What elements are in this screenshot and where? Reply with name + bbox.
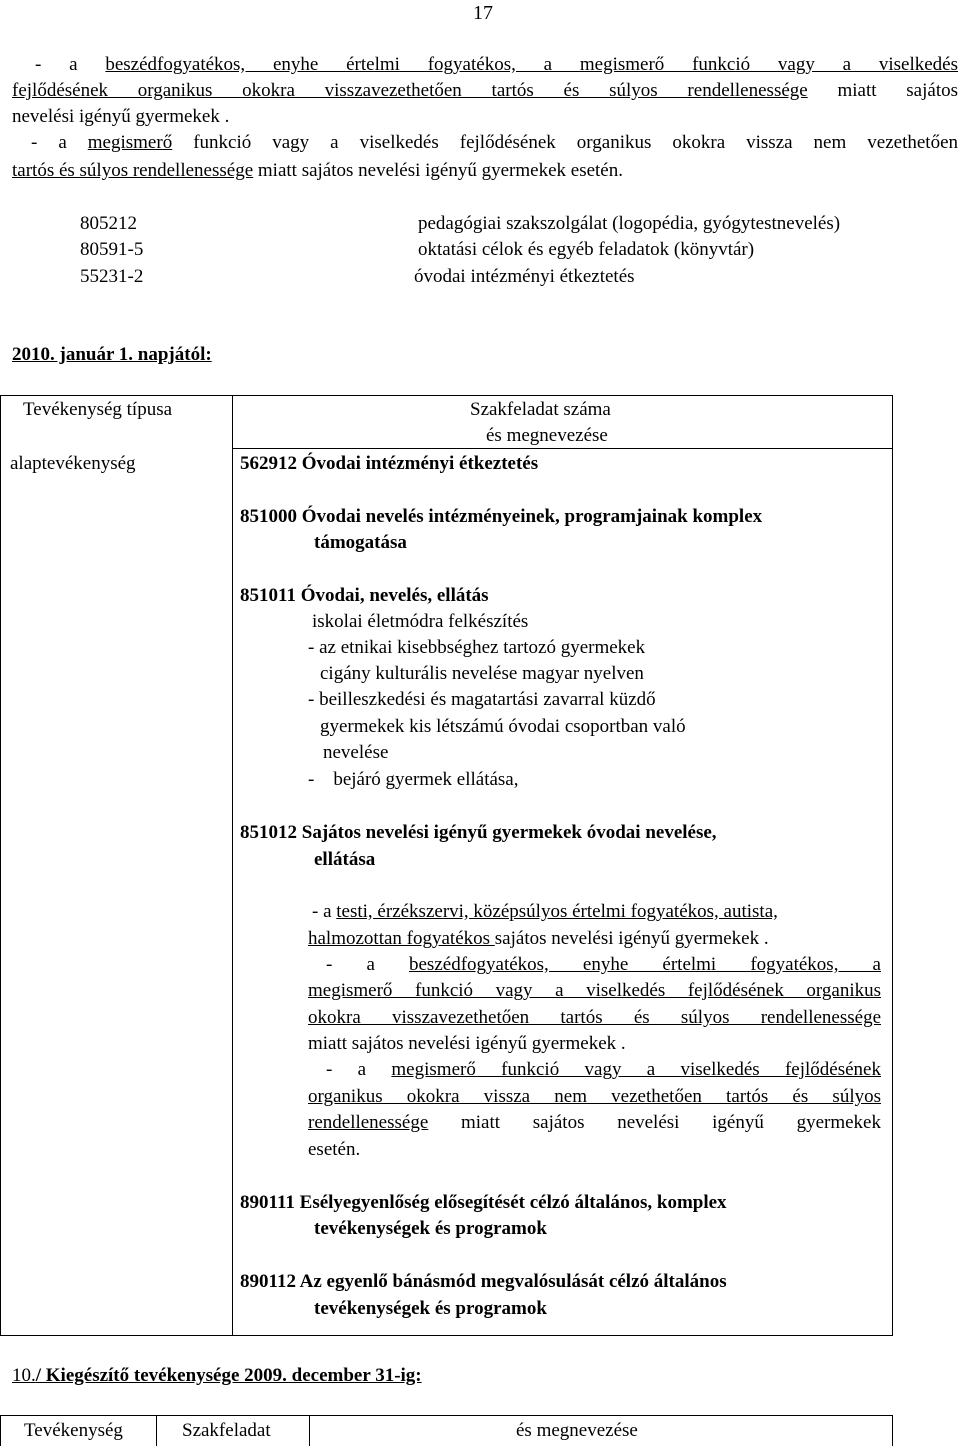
table1-header-code: Szakfeladat száma <box>470 399 611 420</box>
sub-851011-line2: - az etnikai kisebbséghez tartozó gyermekek <box>308 637 646 658</box>
item-851012-line1: 851012 Sajátos nevelési igényű gyermekek óvodai nevelése, <box>240 822 717 843</box>
code-55231-2: 55231-2 <box>80 266 144 287</box>
sub-851012-b2: megismerő funkció vagy a viselkedés fejlődésének organikus <box>308 980 881 1001</box>
table1-middle-border <box>232 395 233 1336</box>
sub-851012-c4: esetén. <box>308 1139 361 1160</box>
table2-col-divider-1 <box>156 1415 157 1446</box>
table2-left-border <box>0 1415 1 1446</box>
sub-851012-a2: halmozottan fogyatékos sajátos nevelési igényű gyermekek . <box>308 928 769 949</box>
item-851012-line2: ellátása <box>314 849 376 870</box>
intro-p1-line3: nevelési igényű gyermekek . <box>12 106 230 127</box>
table2-col-divider-2 <box>309 1415 310 1446</box>
sub-851012-c2: organikus okokra vissza nem vezethetően tartós és súlyos <box>308 1086 881 1107</box>
intro-p2-line1: - a megismerő funkció vagy a viselkedés fejlődésének organikus okokra vissza nem vezethetően <box>31 132 958 153</box>
sub-851012-c1: - a megismerő funkció vagy a viselkedés fejlődésének <box>326 1059 881 1080</box>
table1-top-border <box>0 395 893 396</box>
table2-top-border <box>0 1415 893 1416</box>
sub-851012-b3: okokra visszavezethetően tartós és súlyos rendellenessége <box>308 1007 881 1028</box>
sub-851011-line3: cigány kulturális nevelése magyar nyelven <box>320 663 644 684</box>
table1-header-name: és megnevezése <box>486 425 608 446</box>
item-890111-line2: tevékenységek és programok <box>314 1218 547 1239</box>
sub-851012-a1: - a testi, érzékszervi, középsúlyos értelmi fogyatékos, autista, <box>312 901 778 922</box>
item-851000-line2: támogatása <box>314 532 407 553</box>
intro-p1-line1: - a beszédfogyatékos, enyhe értelmi fogyatékos, a megismerő funkció vagy a viselkedés <box>35 54 959 75</box>
item-851011: 851011 Óvodai, nevelés, ellátás <box>240 585 489 606</box>
section-heading: 2010. január 1. napjától: <box>12 344 212 365</box>
sub-851012-b4: miatt sajátos nevelési igényű gyermekek . <box>308 1033 626 1054</box>
table1-bottom-border <box>0 1335 893 1336</box>
intro-p1-line2: fejlődésének organikus okokra visszavezethetően tartós és súlyos rendellenessége miatt sajátos <box>12 80 958 101</box>
item-890112-line1: 890112 Az egyenlő bánásmód megvalósulását célzó általános <box>240 1271 727 1292</box>
sub-851012-b1: - a beszédfogyatékos, enyhe értelmi fogyatékos, a <box>326 954 881 975</box>
section2-heading: 10./ Kiegészítő tevékenysége 2009. december 31-ig: <box>12 1365 422 1386</box>
sub-851011-line4: - beilleszkedési és magatartási zavarral küzdő <box>308 689 656 710</box>
intro-p2-line2: tartós és súlyos rendellenessége miatt sajátos nevelési igényű gyermekek esetén. <box>12 160 623 181</box>
code-80591-5-desc: oktatási célok és egyéb feladatok (könyvtár) <box>418 239 755 260</box>
table1-right-border <box>892 395 893 1336</box>
table2-header-activity: Tevékenység <box>24 1420 123 1441</box>
table2-header-code: Szakfeladat <box>182 1420 271 1441</box>
code-805212: 805212 <box>80 213 137 234</box>
table2-right-border <box>892 1415 893 1446</box>
sub-851011-line5: gyermekek kis létszámú óvodai csoportban való <box>320 716 686 737</box>
table1-left-border <box>0 395 1 1336</box>
code-55231-2-desc: óvodai intézményi étkeztetés <box>414 266 635 287</box>
item-562912: 562912 Óvodai intézményi étkeztetés <box>240 453 539 474</box>
table2-header-name: és megnevezése <box>516 1420 638 1441</box>
table1-header-type: Tevékenység típusa <box>23 399 173 420</box>
row-label-alaptevekenyseg: alaptevékenység <box>10 453 136 474</box>
item-890112-line2: tevékenységek és programok <box>314 1298 547 1319</box>
code-805212-desc: pedagógiai szakszolgálat (logopédia, gyógytestnevelés) <box>418 213 841 234</box>
sub-851011-line6: nevelése <box>323 742 389 763</box>
sub-851011-line1: iskolai életmódra felkészítés <box>312 611 529 632</box>
item-890111-line1: 890111 Esélyegyenlőség elősegítését célzó általános, komplex <box>240 1192 727 1213</box>
sub-851011-line7: - bejáró gyermek ellátása, <box>308 769 519 790</box>
item-851000-line1: 851000 Óvodai nevelés intézményeinek, programjainak komplex <box>240 506 763 527</box>
page-number: 17 <box>473 2 493 24</box>
code-80591-5: 80591-5 <box>80 239 144 260</box>
sub-851012-c3: rendellenessége miatt sajátos nevelési igényű gyermekek <box>308 1112 881 1133</box>
